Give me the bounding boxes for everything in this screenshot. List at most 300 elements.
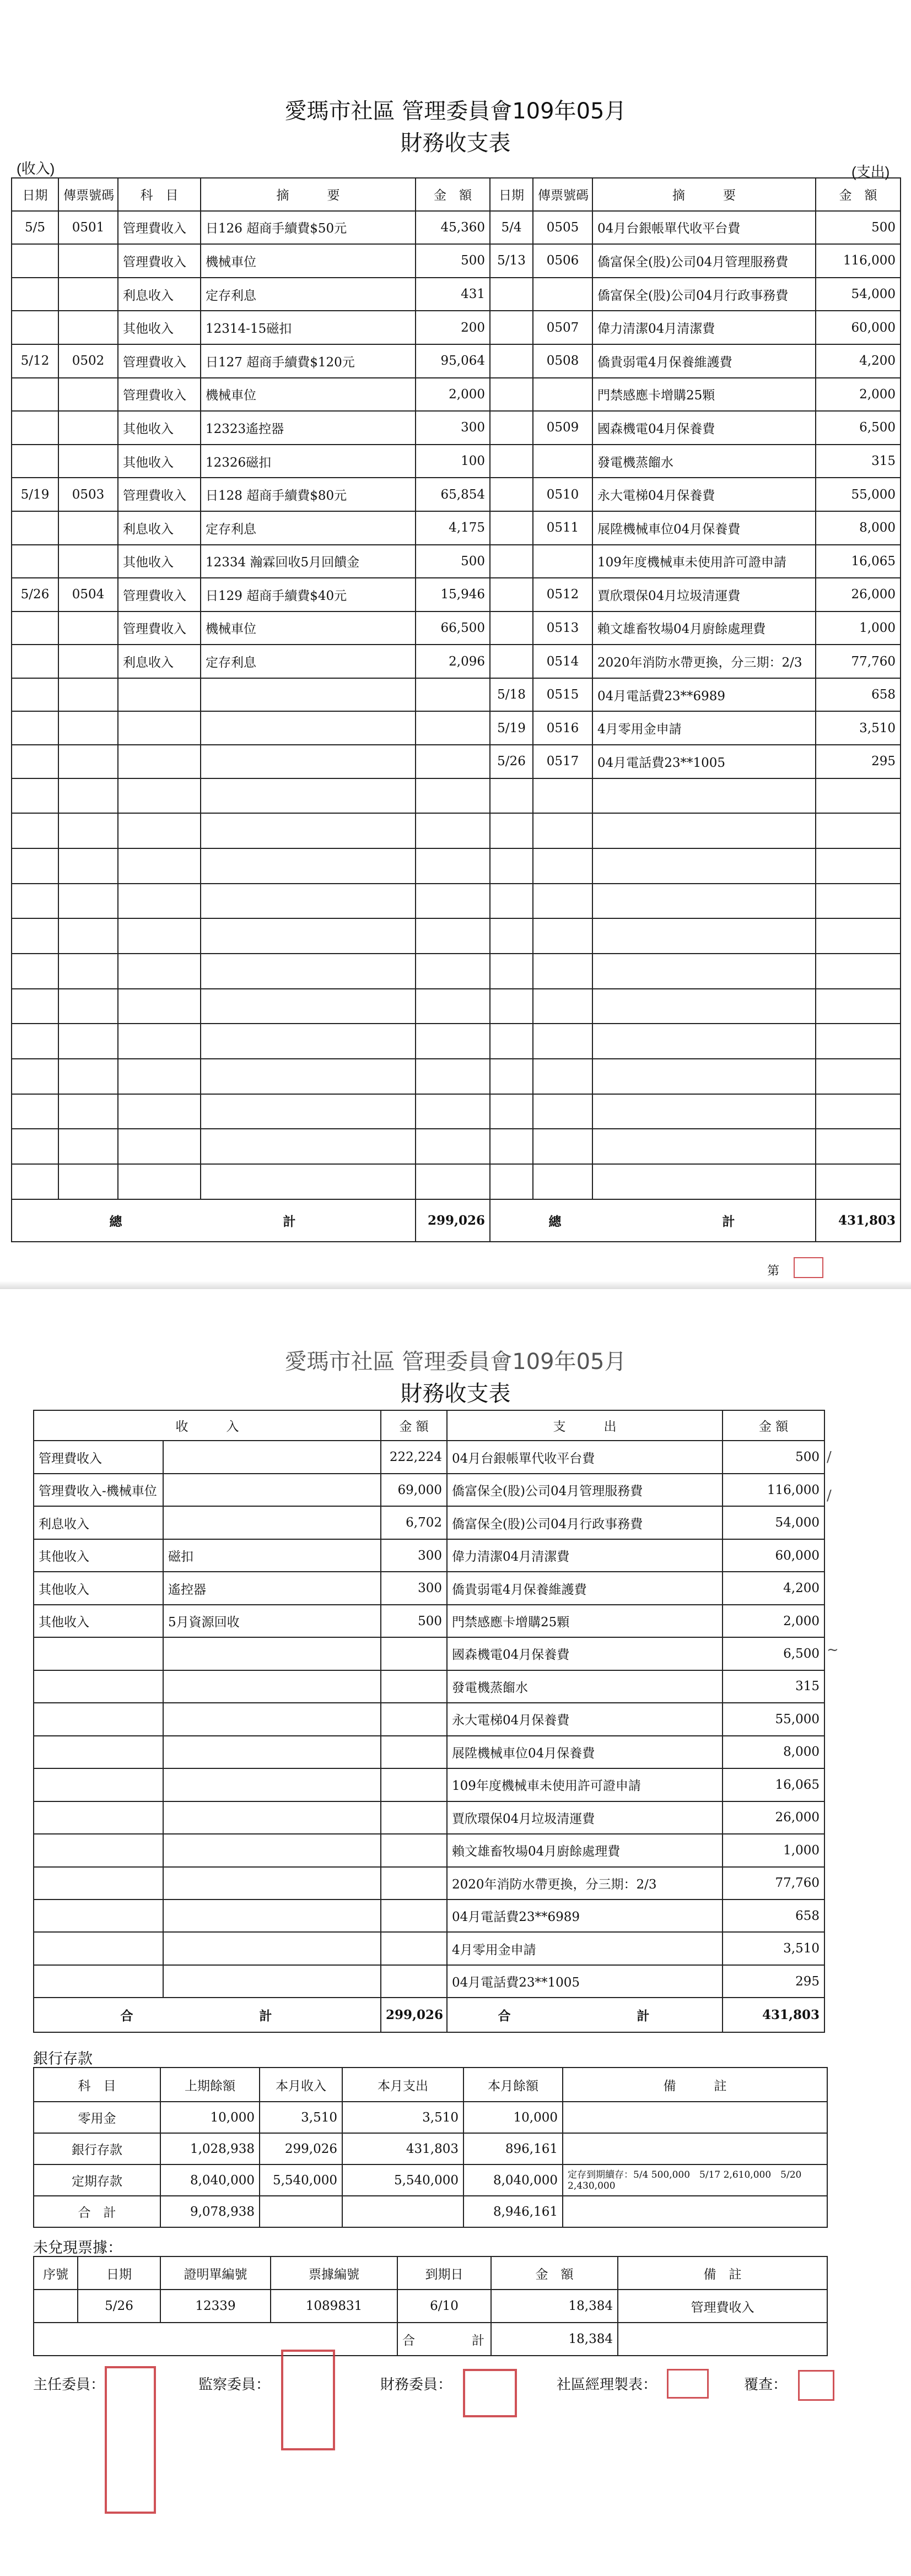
income-detail-cell: [163, 1637, 381, 1670]
expense-amount-cell: 16,065: [723, 1768, 824, 1801]
exp-date-cell: 5/18: [490, 678, 533, 712]
expense-amount-cell: 315: [723, 1670, 824, 1703]
bank-row: [34, 2164, 827, 2196]
exp-summary-cell: 發電機蒸餾水: [592, 445, 816, 478]
account-cell: [118, 678, 201, 712]
bank-balance-cell: 10,000: [463, 2102, 563, 2133]
summary-row: [34, 1506, 824, 1539]
amount-cell: 65,854: [416, 478, 490, 511]
account-cell: 其他收入: [118, 545, 201, 578]
amount-cell: 431: [416, 278, 490, 311]
exp-summary-cell: 僑貴弱電4月保養維護費: [592, 344, 816, 378]
date-cell: [12, 645, 58, 678]
exp-date-cell: [490, 511, 533, 545]
date-cell: 5/5: [12, 211, 58, 245]
col-expense-amount: 金 額: [723, 1410, 824, 1441]
ledger-blank-row: [12, 848, 901, 884]
page-subtitle: 財務收支表: [400, 131, 511, 156]
exp-date-cell: 5/26: [490, 745, 533, 778]
exp-amount-cell: 2,000: [816, 378, 901, 412]
check-mark: ~: [827, 1642, 839, 1658]
exp-summary-cell: 04月電話費23**1005: [592, 745, 816, 778]
bank-expense-cell: 5,540,000: [342, 2164, 463, 2196]
income-item-cell: [34, 1801, 163, 1834]
supervisor-seal: [281, 2350, 335, 2450]
exp-date-cell: [490, 578, 533, 611]
summary-cell: 12314-15磁扣: [201, 311, 416, 344]
bank-income-cell: 299,026: [260, 2133, 342, 2164]
expense-total: 431,803: [723, 1998, 824, 2032]
date-cell: [12, 244, 58, 278]
amount-cell: [416, 711, 490, 745]
income-amount-cell: 300: [381, 1539, 447, 1572]
income-detail-cell: [163, 1965, 381, 1998]
expense-amount-cell: 2,000: [723, 1605, 824, 1637]
expense-item-cell: 04月電話費23**1005: [447, 1965, 723, 1998]
amount-cell: 95,064: [416, 344, 490, 378]
amount-cell: 2,096: [416, 645, 490, 678]
exp-voucher-cell: 0514: [533, 645, 592, 678]
exp-voucher-cell: 0509: [533, 411, 592, 445]
expense-item-cell: 永大電梯04月保養費: [447, 1703, 723, 1735]
summary-cell: [201, 745, 416, 778]
exp-amount-cell: 55,000: [816, 478, 901, 511]
bank-balance-cell: 8,040,000: [463, 2164, 563, 2196]
bank-header-row: [34, 2068, 827, 2102]
ledger-blank-row: [12, 778, 901, 814]
notes-total-label: 合 計: [397, 2323, 491, 2356]
ledger-blank-row: [12, 884, 901, 919]
income-amount-cell: [381, 1768, 447, 1801]
expense-amount-cell: 4,200: [723, 1572, 824, 1604]
account-cell: 其他收入: [118, 445, 201, 478]
account-cell: 利息收入: [118, 645, 201, 678]
income-amount-cell: 69,000: [381, 1474, 447, 1506]
income-total-label: 總 計: [12, 1199, 416, 1242]
summary-row: [34, 1736, 824, 1768]
ledger-row: [12, 411, 901, 445]
voucher-cell: [58, 611, 118, 645]
summary-row: [34, 1801, 824, 1834]
bank-expense-cell: 431,803: [342, 2133, 463, 2164]
date-cell: 5/19: [12, 478, 58, 511]
notes-total: 18,384: [491, 2323, 618, 2356]
exp-summary-cell: 永大電梯04月保養費: [592, 478, 816, 511]
notes-no-cell: [34, 2290, 78, 2323]
exp-voucher-cell: 0508: [533, 344, 592, 378]
notes-title: 未兌現票據：: [33, 2239, 122, 2256]
exp-summary-cell: 04月台銀帳單代收平台費: [592, 211, 816, 245]
ledger-header-row: [12, 178, 901, 211]
summary-row: [34, 1474, 824, 1506]
exp-amount-cell: 6,500: [816, 411, 901, 445]
notes-col-cert: 證明單編號: [160, 2256, 271, 2290]
page-stamp: [794, 1257, 823, 1278]
summary-row: [34, 1539, 824, 1572]
voucher-cell: [58, 545, 118, 578]
exp-amount-cell: 8,000: [816, 511, 901, 545]
account-cell: 利息收入: [118, 278, 201, 311]
date-cell: [12, 511, 58, 545]
page-subtitle: 財務收支表: [400, 1381, 511, 1406]
exp-amount-cell: 295: [816, 745, 901, 778]
bank-col-account: 科 目: [34, 2068, 160, 2102]
ledger-row: [12, 378, 901, 412]
exp-amount-cell: 26,000: [816, 578, 901, 611]
income-item-cell: 其他收入: [34, 1572, 163, 1604]
summary-cell: [201, 678, 416, 712]
ledger-blank-row: [12, 1094, 901, 1129]
notes-col-check: 票據編號: [271, 2256, 397, 2290]
exp-summary-cell: 04月電話費23**6989: [592, 678, 816, 712]
income-item-cell: [34, 1703, 163, 1735]
sig-supervisor: 監察委員：: [198, 2377, 271, 2393]
bank-note-cell: [563, 2102, 827, 2133]
exp-voucher-cell: [533, 278, 592, 311]
notes-row: [34, 2290, 827, 2323]
income-amount-cell: [381, 1637, 447, 1670]
ledger-row: [12, 578, 901, 611]
summary-row: [34, 1768, 824, 1801]
exp-date-cell: [490, 378, 533, 412]
exp-amount-cell: 54,000: [816, 278, 901, 311]
exp-voucher-cell: 0516: [533, 711, 592, 745]
expense-item-cell: 發電機蒸餾水: [447, 1670, 723, 1703]
page-2: [0, 1289, 911, 2576]
notes-note-cell: 管理費收入: [618, 2290, 827, 2323]
bank-expense-cell: [342, 2196, 463, 2227]
expense-item-cell: 展陞機械車位04月保養費: [447, 1736, 723, 1768]
col-expense: 支 出: [447, 1410, 723, 1441]
income-amount-cell: [381, 1932, 447, 1965]
amount-cell: [416, 678, 490, 712]
exp-date-cell: [490, 411, 533, 445]
bank-prev-cell: 1,028,938: [160, 2133, 260, 2164]
bank-prev-cell: 8,040,000: [160, 2164, 260, 2196]
date-cell: [12, 611, 58, 645]
income-detail-cell: [163, 1703, 381, 1735]
income-item-cell: [34, 1637, 163, 1670]
exp-voucher-cell: 0510: [533, 478, 592, 511]
notes-total-row: [34, 2323, 827, 2356]
exp-summary-cell: 僑富保全(股)公司04月行政事務費: [592, 278, 816, 311]
exp-amount-cell: 116,000: [816, 244, 901, 278]
summary-row: [34, 1834, 824, 1866]
ledger-row: [12, 311, 901, 344]
bank-note-cell: [563, 2196, 827, 2227]
page-title: 愛瑪市社區 管理委員會109年05月: [284, 1349, 627, 1374]
bank-row: [34, 2102, 827, 2133]
income-detail-cell: [163, 1474, 381, 1506]
notes-col-no: 序號: [34, 2256, 78, 2290]
income-amount-cell: [381, 1703, 447, 1735]
income-detail-cell: [163, 1867, 381, 1899]
expense-amount-cell: 3,510: [723, 1932, 824, 1965]
date-cell: [12, 411, 58, 445]
summary-row: [34, 1703, 824, 1735]
bank-col-income: 本月收入: [260, 2068, 342, 2102]
expense-amount-cell: 116,000: [723, 1474, 824, 1506]
income-detail-cell: 遙控器: [163, 1572, 381, 1604]
check-mark: /: [827, 1449, 832, 1465]
voucher-cell: [58, 511, 118, 545]
date-cell: [12, 678, 58, 712]
bank-row: [34, 2196, 827, 2227]
voucher-cell: [58, 278, 118, 311]
exp-summary-cell: 門禁感應卡增購25顆: [592, 378, 816, 412]
amount-cell: 15,946: [416, 578, 490, 611]
amount-cell: 300: [416, 411, 490, 445]
income-detail-cell: [163, 1736, 381, 1768]
account-cell: [118, 711, 201, 745]
exp-summary-cell: 賈欣環保04月垃圾清運費: [592, 578, 816, 611]
expense-amount-cell: 500: [723, 1441, 824, 1473]
notes-check-cell: 1089831: [271, 2290, 397, 2323]
expense-total-label: 合 計: [447, 1998, 723, 2032]
col-summary: 摘 要: [201, 178, 416, 211]
income-detail-cell: 磁扣: [163, 1539, 381, 1572]
expense-item-cell: 04月電話費23**6989: [447, 1899, 723, 1932]
exp-summary-cell: 4月零用金申請: [592, 711, 816, 745]
bank-col-balance: 本月餘額: [463, 2068, 563, 2102]
ledger-row: [12, 745, 901, 778]
expense-item-cell: 國森機電04月保養費: [447, 1637, 723, 1670]
bank-col-expense: 本月支出: [342, 2068, 463, 2102]
bank-balance-cell: 8,946,161: [463, 2196, 563, 2227]
account-cell: 管理費收入: [118, 244, 201, 278]
income-amount-cell: [381, 1736, 447, 1768]
account-cell: 管理費收入: [118, 344, 201, 378]
bank-prev-cell: 9,078,938: [160, 2196, 260, 2227]
bank-col-prev: 上期餘額: [160, 2068, 260, 2102]
amount-cell: 45,360: [416, 211, 490, 245]
account-cell: 管理費收入: [118, 211, 201, 245]
income-item-cell: [34, 1867, 163, 1899]
exp-voucher-cell: 0511: [533, 511, 592, 545]
amount-cell: 4,175: [416, 511, 490, 545]
expense-item-cell: 僑貴弱電4月保養維護費: [447, 1572, 723, 1604]
ledger-blank-row: [12, 1129, 901, 1164]
expense-amount-cell: 295: [723, 1965, 824, 1998]
income-amount-cell: [381, 1867, 447, 1899]
income-detail-cell: [163, 1801, 381, 1834]
summary-cell: 定存利息: [201, 645, 416, 678]
date-cell: 5/26: [12, 578, 58, 611]
summary-row: [34, 1637, 824, 1670]
ledger-row: [12, 478, 901, 511]
voucher-cell: 0501: [58, 211, 118, 245]
ledger-blank-row: [12, 954, 901, 989]
exp-summary-cell: 2020年消防水帶更換，分三期：2/3: [592, 645, 816, 678]
account-cell: 其他收入: [118, 411, 201, 445]
exp-date-cell: [490, 311, 533, 344]
notes-col-amount: 金 額: [491, 2256, 618, 2290]
expense-item-cell: 04月台銀帳單代收平台費: [447, 1441, 723, 1473]
date-cell: [12, 445, 58, 478]
exp-voucher-cell: [533, 445, 592, 478]
notes-header-row: [34, 2256, 827, 2290]
ledger-blank-row: [12, 1059, 901, 1094]
bank-col-note: 備 註: [563, 2068, 827, 2102]
bank-account-cell: 合 計: [34, 2196, 160, 2227]
income-total: 299,026: [381, 1998, 447, 2032]
col-amount: 金 額: [416, 178, 490, 211]
col-exp-amount: 金 額: [816, 178, 901, 211]
summary-row: [34, 1441, 824, 1473]
voucher-cell: 0503: [58, 478, 118, 511]
sig-review: 覆查：: [744, 2377, 788, 2393]
amount-cell: 100: [416, 445, 490, 478]
bank-income-cell: 5,540,000: [260, 2164, 342, 2196]
income-item-cell: [34, 1834, 163, 1866]
summary-row: [34, 1670, 824, 1703]
summary-total-row: [34, 1998, 824, 2032]
expense-item-cell: 偉力清潔04月清潔費: [447, 1539, 723, 1572]
bank-table: [33, 2067, 828, 2228]
ledger-row: [12, 611, 901, 645]
amount-cell: 200: [416, 311, 490, 344]
voucher-cell: [58, 678, 118, 712]
sig-manager: 社區經理製表：: [557, 2377, 657, 2393]
col-income-amount: 金 額: [381, 1410, 447, 1441]
ledger-row: [12, 711, 901, 745]
income-detail-cell: [163, 1834, 381, 1866]
date-cell: [12, 311, 58, 344]
amount-cell: 2,000: [416, 378, 490, 412]
exp-voucher-cell: 0512: [533, 578, 592, 611]
exp-voucher-cell: 0507: [533, 311, 592, 344]
bank-note-cell: 定存到期續存：5/4 500,000 5/17 2,610,000 5/20 2,430,000: [563, 2164, 827, 2196]
voucher-cell: [58, 311, 118, 344]
exp-summary-cell: 109年度機械車未使用許可證申請: [592, 545, 816, 578]
ledger-row: [12, 678, 901, 712]
account-cell: 其他收入: [118, 311, 201, 344]
date-cell: [12, 745, 58, 778]
account-cell: 管理費收入: [118, 578, 201, 611]
expense-item-cell: 4月零用金申請: [447, 1932, 723, 1965]
exp-amount-cell: 1,000: [816, 611, 901, 645]
bank-account-cell: 零用金: [34, 2102, 160, 2133]
exp-amount-cell: 4,200: [816, 344, 901, 378]
income-item-cell: [34, 1899, 163, 1932]
income-item-cell: [34, 1768, 163, 1801]
exp-date-cell: [490, 645, 533, 678]
ledger-row: [12, 278, 901, 311]
ledger-row: [12, 445, 901, 478]
date-cell: [12, 378, 58, 412]
exp-date-cell: [490, 344, 533, 378]
income-item-cell: 其他收入: [34, 1605, 163, 1637]
summary-row: [34, 1605, 824, 1637]
expense-amount-cell: 1,000: [723, 1834, 824, 1866]
summary-table: [33, 1410, 825, 2033]
notes-amount-cell: 18,384: [491, 2290, 618, 2323]
expense-amount-cell: 6,500: [723, 1637, 824, 1670]
expense-item-cell: 109年度機械車未使用許可證申請: [447, 1768, 723, 1801]
col-income: 收 入: [34, 1410, 381, 1441]
amount-cell: [416, 745, 490, 778]
bank-row: [34, 2133, 827, 2164]
exp-amount-cell: 3,510: [816, 711, 901, 745]
notes-table: [33, 2256, 828, 2356]
income-amount-cell: [381, 1965, 447, 1998]
voucher-cell: 0504: [58, 578, 118, 611]
exp-date-cell: [490, 611, 533, 645]
summary-cell: 12323遙控器: [201, 411, 416, 445]
notes-date-cell: 5/26: [78, 2290, 160, 2323]
expense-item-cell: 僑富保全(股)公司04月行政事務費: [447, 1506, 723, 1539]
ledger-row: [12, 645, 901, 678]
exp-amount-cell: 16,065: [816, 545, 901, 578]
income-detail-cell: [163, 1932, 381, 1965]
ledger-blank-row: [12, 813, 901, 848]
income-item-cell: [34, 1670, 163, 1703]
summary-cell: 日129 超商手續費$40元: [201, 578, 416, 611]
ledger-total-row: [12, 1199, 901, 1242]
page-title: 愛瑪市社區 管理委員會109年05月: [284, 99, 627, 124]
ledger-blank-row: [12, 1024, 901, 1059]
bank-income-cell: [260, 2196, 342, 2227]
income-amount-cell: 6,702: [381, 1506, 447, 1539]
exp-date-cell: 5/19: [490, 711, 533, 745]
amount-cell: 66,500: [416, 611, 490, 645]
summary-cell: 日126 超商手續費$50元: [201, 211, 416, 245]
exp-amount-cell: 77,760: [816, 645, 901, 678]
income-item-cell: [34, 1965, 163, 1998]
income-detail-cell: [163, 1670, 381, 1703]
income-detail-cell: [163, 1441, 381, 1473]
exp-date-cell: [490, 478, 533, 511]
income-amount-cell: 500: [381, 1605, 447, 1637]
exp-summary-cell: 展陞機械車位04月保養費: [592, 511, 816, 545]
expense-item-cell: 賴文雄畜牧場04月廚餘處理費: [447, 1834, 723, 1866]
bank-account-cell: 銀行存款: [34, 2133, 160, 2164]
income-amount-cell: [381, 1801, 447, 1834]
account-cell: [118, 745, 201, 778]
notes-col-due: 到期日: [397, 2256, 491, 2290]
income-label: (收入): [17, 160, 55, 177]
income-detail-cell: 5月資源回收: [163, 1605, 381, 1637]
exp-date-cell: [490, 545, 533, 578]
summary-cell: 12334 瀚霖回收5月回饋金: [201, 545, 416, 578]
income-amount-cell: [381, 1899, 447, 1932]
voucher-cell: [58, 244, 118, 278]
sig-finance: 財務委員：: [380, 2377, 452, 2393]
voucher-cell: 0502: [58, 344, 118, 378]
bank-balance-cell: 896,161: [463, 2133, 563, 2164]
ledger-blank-row: [12, 989, 901, 1024]
voucher-cell: [58, 745, 118, 778]
bank-account-cell: 定期存款: [34, 2164, 160, 2196]
summary-cell: 12326磁扣: [201, 445, 416, 478]
ledger-row: [12, 545, 901, 578]
check-mark: /: [827, 1487, 832, 1504]
col-voucher: 傳票號碼: [58, 178, 118, 211]
amount-cell: 500: [416, 545, 490, 578]
bank-prev-cell: 10,000: [160, 2102, 260, 2133]
expense-label: (支出): [851, 164, 890, 180]
summary-row: [34, 1899, 824, 1932]
summary-row: [34, 1867, 824, 1899]
col-date: 日期: [12, 178, 58, 211]
income-item-cell: 管理費收入: [34, 1441, 163, 1473]
expense-item-cell: 門禁感應卡增購25顆: [447, 1605, 723, 1637]
exp-amount-cell: 60,000: [816, 311, 901, 344]
expense-total-label: 總 計: [490, 1199, 816, 1242]
page-mark: 第: [767, 1264, 780, 1278]
col-account: 科 目: [118, 178, 201, 211]
exp-voucher-cell: [533, 378, 592, 412]
